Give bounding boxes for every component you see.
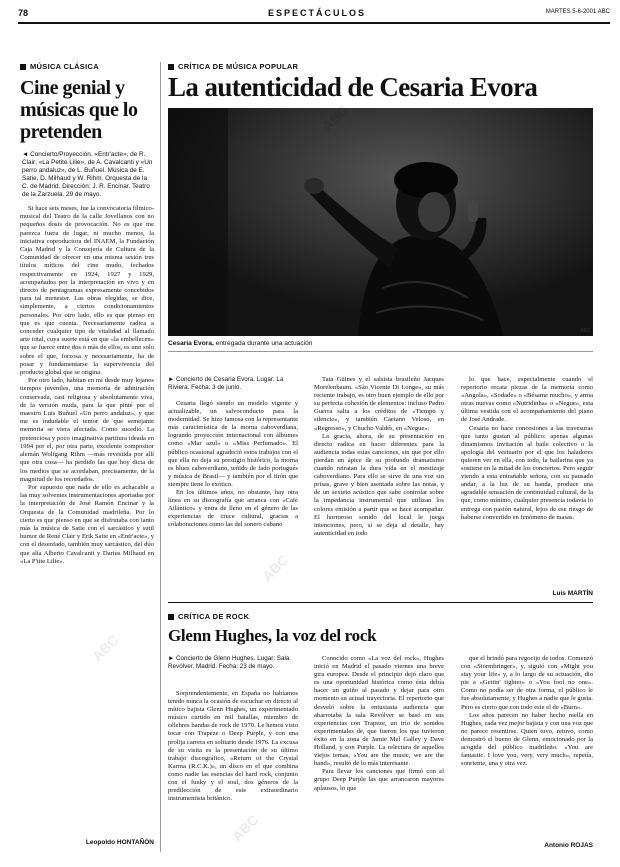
cesaria-paragraph: Tata Güines y el salsista brasileño Jacques Morelenbaum. «São Vicente Di Longe», su más reciente trabajo, es otro buen ejemplo de ello por su perfecta cohesión de elementos: incluso Pedro Guerra salta a los créditos de «Tiempo y silencio», y también Caetano Veloso, en «Regresso», y Chucho Valdés, en «Negue». [314, 376, 444, 432]
cesaria-byline: Luis MARTÍN [552, 590, 593, 597]
bullet-square-icon [20, 64, 26, 70]
rock-ficha [168, 655, 294, 671]
classical-body [20, 205, 154, 566]
classical-byline: Leopoldo HONTAÑÓN [85, 839, 154, 846]
rock-paragraph: Los años parecen no haber hecho mella en Hughes, cada vez mejor bajista y con una voz que no parece resentirse. Quien tuvo, retuvo, como demostró el bueno de Glenn, emocionado por la acogida del público madrileño. «You are fantastic. I love you, very, very much», repetía, sonriente, una y otra vez. [461, 711, 593, 768]
classical-tag [20, 62, 154, 71]
rock-tag-label: CRÍTICA DE ROCK [178, 612, 250, 621]
caption-rule [168, 351, 593, 352]
rock-paragraph: Para llevar los canciones que firmó con el grupo Deep Purple las que arrancaron mayores aplausos, lo que [314, 768, 444, 792]
classical-ficha-text: Concierto/Proyección. «Entr'acte», de R. Clair; «La Petite Lilie», de A. Cavalcanti y «Un perro andaluz», de L. Buñuel. Música de E. Satie, D. Milhaud y W. Rihm. Orquesta de la C. de Madrid. Dirección: J. R. Encinar. Teatro de la Zarzuela. 29 de mayo. [22, 151, 153, 198]
bullet-square-icon [168, 64, 174, 70]
rock-byline: Antonio ROJAS [544, 842, 593, 849]
classical-headline: Cine genial y músicas que lo pretenden [20, 77, 138, 143]
rock-ficha-text: Concierto de Glenn Hughes. Lugar: Sala Revólver, Madrid. Fecha: 23 de mayo. [168, 655, 290, 670]
cesaria-paragraph: La gracia, ahora, de su presentación en directo radica en hacer diferentes para la audiencia todas estas canciones, sin que por ello pierdan un ápice de su profundo dramatismo cuando retratan la dura vida en el mestizaje caboverdiano. Para ello se sirve de una voz sin prisas, grave y bien asentada sobre las notas, y de un sexteto acústico que sabe controlar sobre la impedancia instrumental que utilizan los colores emisión a partir que se hace acompañar. El horroroso sonido del local le juega intenciones, pero, si se deja al detalle, hay autenticidad en todo [314, 432, 444, 537]
popular-music-tag [168, 62, 298, 71]
rock-paragraph: que el brindó para regocijo de todos. Comenzó con «Stormbringer», y, siguió con «Might you stay your life» y, a lo largo de su actuación, dio pie a «Gettin' tighter» o «You fool no one». Como no podía ser de otra forma, el público le fue absolutamente, y Hughes a nadie que le gusta. Pero es cierto que con todo este el de «Burn». [461, 655, 593, 711]
cesaria-paragraph: lo que hace, especialmente cuando el repertorio recata piezas de la memoria como «Angola», «Sodade» o «Bésame mucho», y arma otras nuevas como «Nutridinha» o «Negue», esta última vestida con el acompañamiento del piano de José Andrade. [461, 376, 593, 424]
caption-name: Cesaria Evora, [168, 340, 214, 347]
cesaria-ficha-text: Concierto de Cesaria Evora. Lugar: La Riviera. Fecha: 3 de junio. [168, 376, 284, 391]
singer-silhouette-image [168, 108, 593, 336]
rock-column-1 [168, 690, 298, 850]
rock-paragraph: Sorprendentemente, en España no habíamos tenido nunca la ocasión de escuchar en directo al mítico bajista Glenn Hughes, un experimentado músico curtido en mil batallas, miembro de célebres bandas de rock de 1970. Le hemos visto tocar con Trapeze o Deep Purple, y con una prolija carrera en solitario desde 1976. La excusa de su visita es la presentación de su último trabajo discográfico, «Return of the Crystal Karma (R.C.K.)», un disco en el que combina como nadie las esencias del hard rock, conjunto con el funky y el soul, dos géneros de la predilección de este extraordinario instrumentista británico. [168, 690, 298, 803]
photo-credit: ABC [580, 328, 591, 334]
classical-paragraph: Por supuesto que nada de ello es achacable a las muy solventes instrumentaciones aportadas por la interpretación de José Ramón Encinar y la Orquesta de la Comunidad madrileña. Por lo cierto es que pienso en que se disfrutaba con tanto más la música de Satie con el sarcástico y sutil humor de René Clair y Erik Satie en «Entr'acte», y con el desenfado, también muy sarcástico, del dúo que alía Alberto Cavalcanti y Darius Milhaud en «La P'tite Lilie». [20, 483, 154, 565]
classical-tag-label: MÚSICA CLÁSICA [30, 62, 99, 71]
abc-watermark: ABC [418, 391, 452, 425]
cesaria-paragraph: Cesaria llegó siendo un modelo vigente y actualizable, un salvoconducto para la modernidad. Se hizo famosa con la representante más característica de la morna caboverdiana, logrando proyección internacional con álbumes como «Mar azul» o «Miss Perfumado». El público ocasional agradeció estos trabajos con el que ella no deja su prestigio histórico, la morna es blues caboverdiano, teñido de fado portugués y música de Brasil— y también por el tirón que siempre tiene lo exótico. [168, 400, 298, 488]
article-separator [168, 602, 593, 603]
classical-music-article [20, 62, 154, 852]
pointer-icon: ► [168, 376, 176, 383]
rock-column-3 [461, 655, 593, 839]
column-divider [160, 62, 161, 852]
rock-paragraph: Conocido como «La voz del rock», Hughes inició en Madrid el pasado viernes una breve gira europea. Desde el principio dejó claro que es una oportunidad histórica como ésta debía hacer un guiño al pasado y dejar para otro momento su actual trayectoria. El repertorio que desveló sobre la entusiasta audiencia que abarrotaba la sala Revólver se basó en sus experiencias con Trapeze, un trío de sonidos experimentales de, que fueron los que tuvieron éxito en la zona de Jamie Mel Galley y Dave Holland, y con Purple. La relectura de aquellos viejos temas, «You are the music, we are the band», resultó de lo más interesante. [314, 655, 444, 768]
pointer-icon: ◄ [22, 151, 31, 158]
abc-watermark: ABC [228, 811, 262, 845]
abc-watermark: ABC [258, 551, 292, 585]
issue-date: MARTES 5-6-2001 ABC [545, 9, 610, 15]
classical-paragraph: Si hace seis meses, fue la convocatoria fílmico-musical del Teatro de la calle Jovellanos con no pequeños dosis de provocación. No es que me parezca fuera de lugar, ni mucho menos, la iniciativa coproductora del INAEM, la Fundación Caja Madrid y la Consejería de Cultura de la Comunidad de ofrecer en una misma sesión tres títulos míticos del cine mudo, fechados respectivamente en 1924, 1927 y 1929, acompañados por la interpretación en vivo y en directo de pentagramas expresamente concebidos para tal menester. Las obras elegidas, se dice, simplemente, a ciertos condicionamientos personales. Por otro lado, ello es que pienso en que es que cuenta. Necesariamente radica a conceder cualquier tipo de vitalidad al llamado arte total, cuya suerte está en que «la embellecen» que se fuerce entre dos o más de ellos, es uno solo sobre el que, forzosa y necesariamente, ha de posar y fundamentarse la supervivencia del producto global que se origina. [20, 205, 154, 377]
photo-caption [168, 340, 312, 347]
classical-ficha [20, 151, 154, 199]
rock-tag [168, 612, 249, 621]
cesaria-headline: La autenticidad de Cesaria Evora [168, 72, 538, 102]
section-name: ESPECTÁCULOS [268, 8, 367, 18]
pointer-icon: ► [168, 655, 176, 662]
page-number: 78 [18, 8, 29, 18]
cesaria-photo [168, 108, 593, 336]
cesaria-column-3 [461, 376, 593, 588]
rock-headline: Glenn Hughes, la voz del rock [168, 626, 377, 645]
page-header [18, 8, 610, 24]
bullet-square-icon [168, 614, 174, 620]
cesaria-paragraph: En los últimos años, no obstante, hay otra línea en su discografía que arranca con «Café Atlántico» y entra de lleno en el género de las experiencias de cruce cultural, gracias a colaboraciones como las del sonero cubano [168, 489, 298, 529]
abc-watermark: ABC [88, 631, 122, 665]
cesaria-ficha [168, 376, 294, 392]
popular-music-tag-label: CRÍTICA DE MÚSICA POPULAR [178, 62, 299, 71]
abc-watermark: ABC [318, 101, 352, 135]
rock-column-2 [314, 655, 444, 851]
classical-paragraph: Por otro lado, habitan en mí desde muy lejanos tiempos juveniles, una memoria de admiración conservada, casi religiosa y absolutamente viva, de la versión muda, para la que pinté por el maestro Luis Buñuel «Un perro andaluz», y que me es indudable el temor de que semejante memoria se viera afectada. Como sucedió. La pretenciosa y poco imaginativa partitura ideada en 1994 por el, por otra parte, excelente compositor alemán Wolfgang Rihm —más revestida por allí que otra cosa— ha perdido las que hoy dicta de los medios que se acordaban, precisamente, de la magnitud de los recordados. [20, 377, 154, 483]
caption-text: entregada durante una actuación [213, 340, 313, 347]
cesaria-paragraph: Cesaria no hace concesiones a las travesuras que tanto gustan al público: apenas algunas dinamismos invitación al baile colectivo o la apología del vestuario por el que los haladores quieren ver en ella, con todo, la bailarina que ya sostiene en la mitad de los conciertos. Pero seguir viendo a esta entrañable señora, con su pausado andar, a la luz de su banda, produce una agradable sensación de continuidad cultural, de la que, como mínimo, cualquier presencia todavía lo entrega con pasión natural, lejos de ese riesgo de haberse convertido en fenómeno de masas. [461, 424, 593, 521]
